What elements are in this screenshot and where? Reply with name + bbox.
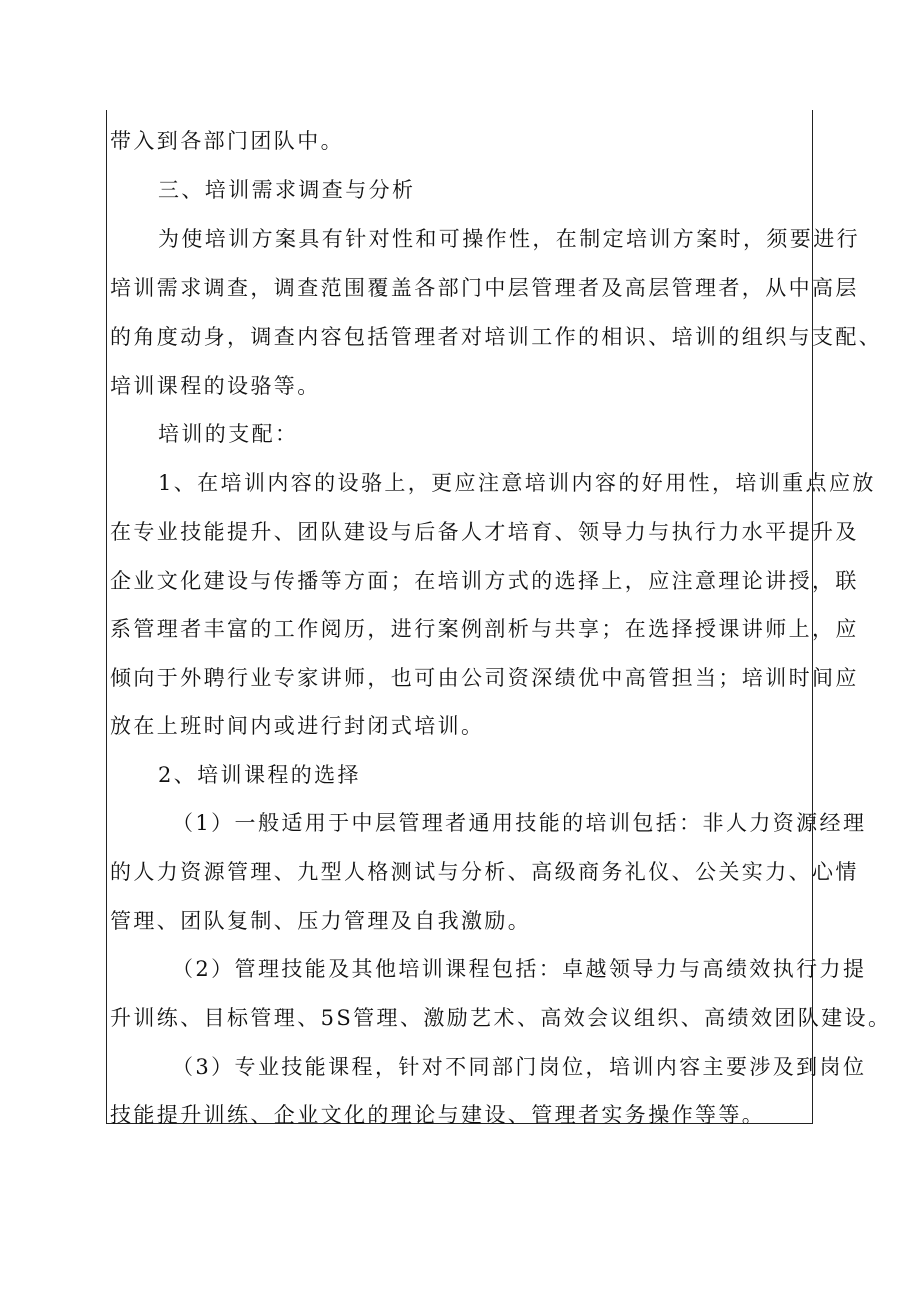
section-heading-3: 三、培训需求调查与分析 [158,178,416,202]
text-line-21: 技能提升训练、企业文化的理论与建设、管理者实务操作等等。 [110,1103,766,1127]
text-line-15: （1）一般适用于中层管理者通用技能的培训包括：非人力资源经理 [172,811,867,835]
text-line-10: 企业文化建设与传播等方面；在培训方式的选择上，应注意理论讲授，联 [110,569,859,593]
text-line-8: 1、在培训内容的设骆上，更应注意培训内容的好用性，培训重点应放 [158,471,876,495]
text-line-16: 的人力资源管理、九型人格测试与分析、高级商务礼仪、公关实力、心情 [110,860,859,884]
text-line-6: 培训课程的设骆等。 [110,374,321,398]
text-line-12: 倾向于外聘行业专家讲师，也可由公司资深绩优中高管担当；培训时间应 [110,666,859,690]
text-line-19: 升训练、目标管理、5S管理、激励艺术、高效会议组织、高绩效团队建设。 [110,1006,892,1030]
text-line-3: 为使培训方案具有针对性和可操作性，在制定培训方案时，须要进行 [158,227,860,251]
text-line-17: 管理、团队复制、压力管理及自我激励。 [110,909,532,933]
subheading-arrangement: 培训的支配： [158,422,299,446]
text-line-13: 放在上班时间内或进行封闭式培训。 [110,714,485,738]
text-line-1: 带入到各部门团队中。 [110,129,344,153]
text-line-5: 的角度动身，调查内容包括管理者对培训工作的相识、培训的组织与支配、 [110,325,883,349]
subheading-course-selection: 2、培训课程的选择 [158,763,361,787]
text-line-9: 在专业技能提升、团队建设与后备人才培育、领导力与执行力水平提升及 [110,520,859,544]
text-line-20: （3）专业技能课程，针对不同部门岗位，培训内容主要涉及到岗位 [172,1055,867,1079]
text-line-18: （2）管理技能及其他培训课程包括：卓越领导力与高绩效执行力提 [172,957,867,981]
text-line-11: 系管理者丰富的工作阅历，进行案例剖析与共享；在选择授课讲师上，应 [110,617,859,641]
text-line-4: 培训需求调查，调查范围覆盖各部门中层管理者及高层管理者，从中高层 [110,276,859,300]
